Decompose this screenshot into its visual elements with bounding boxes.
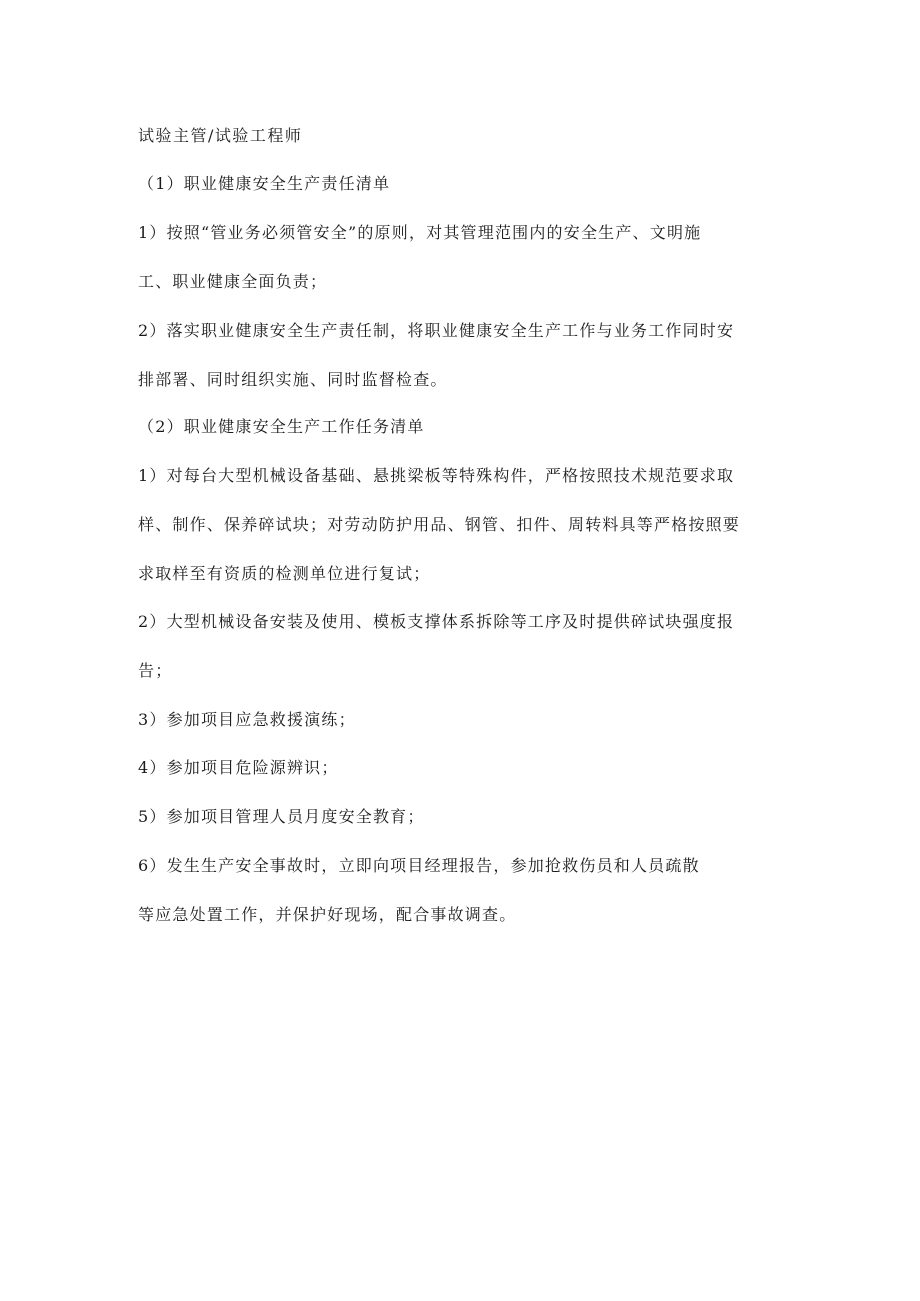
- paragraph-line: 样、制作、保养碎试块；对劳动防护用品、钢管、扣件、周转料具等严格按照要: [138, 515, 741, 534]
- paragraph-line: 5）参加项目管理人员月度安全教育；: [138, 807, 425, 826]
- paragraph-line: 工、职业健康全面负责；: [138, 272, 328, 291]
- paragraph-line: 1）对每台大型机械设备基础、悬挑梁板等特殊构件，严格按照技术规范要求取: [138, 466, 735, 485]
- paragraph-line: 排部署、同时组织实施、同时监督检查。: [138, 370, 448, 389]
- paragraph-line: 告；: [138, 661, 173, 680]
- paragraph-line: 3）参加项目应急救援演练；: [138, 710, 356, 729]
- paragraph-line: 4）参加项目危险源辨识；: [138, 758, 339, 777]
- paragraph-line: 2）大型机械设备安装及使用、模板支撑体系拆除等工序及时提供碎试块强度报: [138, 612, 735, 631]
- paragraph-line: 等应急处置工作，并保护好现场，配合事故调查。: [138, 905, 517, 924]
- paragraph-line: 求取样至有资质的检测单位进行复试；: [138, 564, 431, 583]
- document-title: 试验主管/试验工程师: [138, 126, 303, 145]
- paragraph-line: 1）按照“管业务必须管安全”的原则，对其管理范围内的安全生产、文明施: [138, 223, 702, 242]
- section-heading-2: （2）职业健康安全生产工作任务清单: [138, 417, 425, 436]
- section-heading-1: （1）职业健康安全生产责任清单: [138, 174, 391, 193]
- paragraph-line: 6）发生生产安全事故时，立即向项目经理报告，参加抢救伤员和人员疏散: [138, 856, 700, 875]
- paragraph-line: 2）落实职业健康安全生产责任制，将职业健康安全生产工作与业务工作同时安: [138, 321, 735, 340]
